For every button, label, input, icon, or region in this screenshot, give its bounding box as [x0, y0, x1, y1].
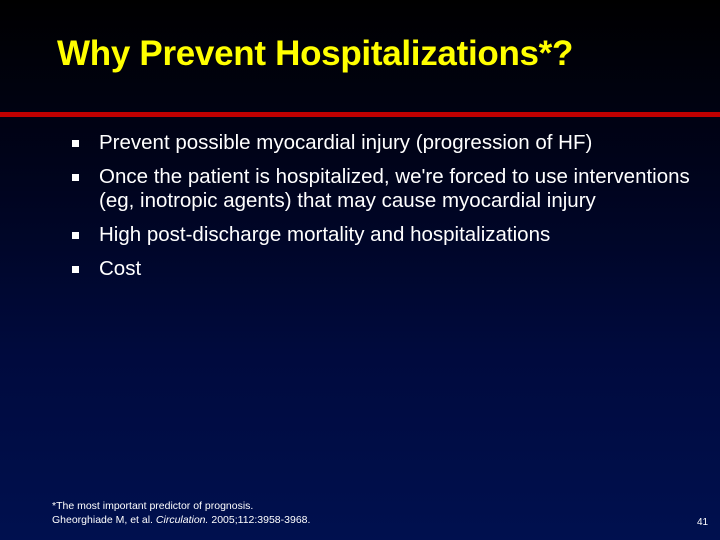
bullet-text: Cost: [99, 257, 142, 280]
footnote: [52, 499, 310, 527]
footnote-note: *The most important predictor of prognosis.: [52, 500, 254, 512]
slide-title: Why Prevent Hospitalizations*?: [57, 34, 574, 73]
title-divider: [0, 112, 720, 117]
bullet-list: [72, 131, 692, 291]
citation-details: 2005;112:3958-3968.: [208, 514, 311, 526]
bullet-text: High post-discharge mortality and hospitalizations: [99, 223, 551, 246]
square-bullet-icon: [72, 266, 79, 273]
bullet-item: [72, 223, 692, 247]
square-bullet-icon: [72, 140, 79, 147]
citation-authors: Gheorghiade M, et al.: [52, 514, 156, 526]
bullet-item: [72, 257, 692, 281]
bullet-item: [72, 131, 692, 155]
bullet-text: Once the patient is hospitalized, we're forced to use interventions (eg, inotropic agents) that may cause myocardial injury: [99, 165, 690, 212]
square-bullet-icon: [72, 174, 79, 181]
square-bullet-icon: [72, 232, 79, 239]
page-number: 41: [697, 517, 709, 528]
footnote-citation: [52, 513, 310, 527]
bullet-text: Prevent possible myocardial injury (progression of HF): [99, 131, 593, 154]
citation-journal: Circulation.: [155, 514, 209, 526]
bullet-item: [72, 165, 692, 213]
